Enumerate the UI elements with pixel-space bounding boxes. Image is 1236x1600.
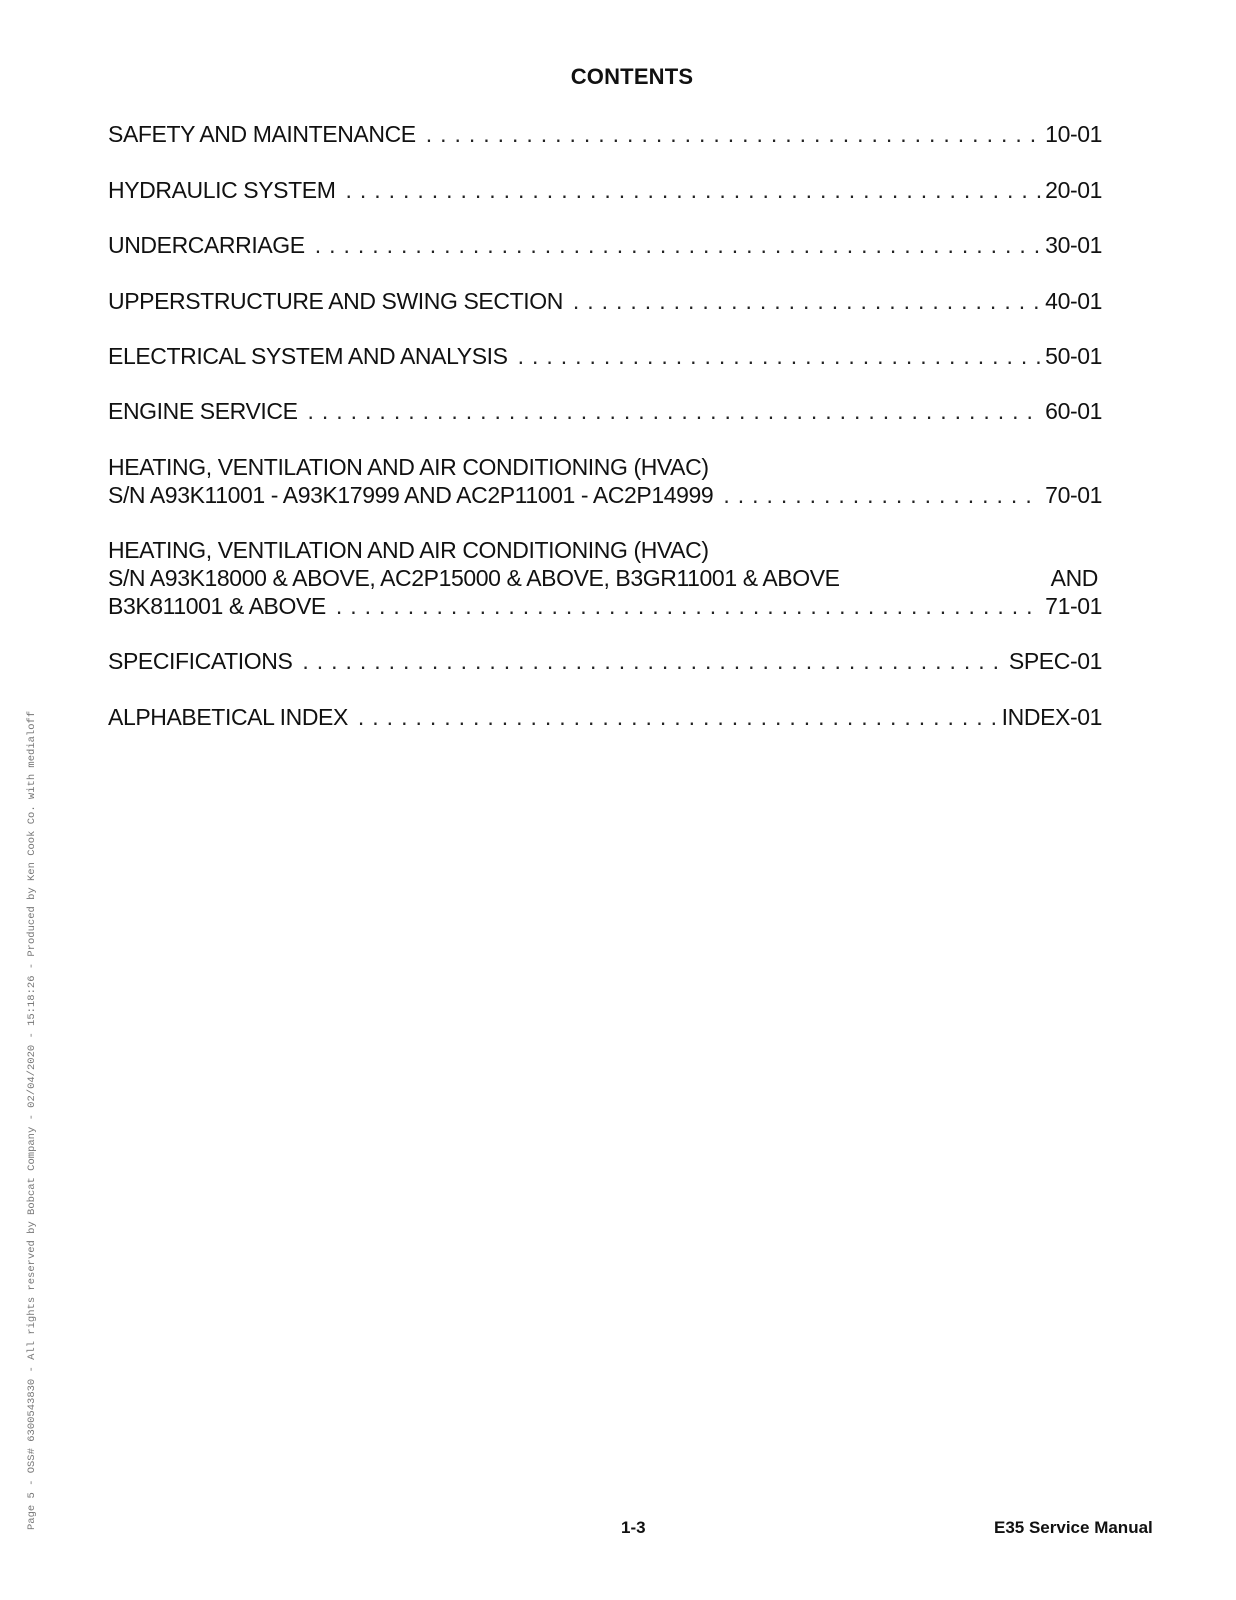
toc-entry-hydraulic[interactable] [108, 176, 1102, 204]
toc-entry-specifications[interactable] [108, 647, 1102, 675]
toc-page: 71-01 [1045, 593, 1102, 619]
toc-label: UNDERCARRIAGE [108, 232, 305, 258]
toc-label: HEATING, VENTILATION AND AIR CONDITIONING (HVAC) [108, 537, 709, 563]
leader-dots [573, 287, 1041, 315]
toc-entry-upperstructure[interactable] [108, 287, 1102, 315]
page-title: CONTENTS [570, 64, 694, 89]
toc-serial-conjunction: AND [1050, 565, 1098, 591]
toc-label: ALPHABETICAL INDEX [108, 704, 348, 730]
leader-dots [723, 481, 1041, 509]
toc-entry-undercarriage[interactable] [108, 231, 1102, 259]
toc-page: 30-01 [1045, 232, 1102, 258]
leader-dots [308, 397, 1042, 425]
leader-dots [518, 342, 1042, 370]
toc-page: 50-01 [1045, 343, 1102, 369]
leader-dots [336, 592, 1041, 620]
leader-dots [358, 703, 998, 731]
toc-label: UPPERSTRUCTURE AND SWING SECTION [108, 288, 563, 314]
toc-entry-hvac-2[interactable] [108, 536, 1102, 620]
footer-manual-title: E35 Service Manual [994, 1518, 1153, 1537]
toc-page: INDEX-01 [1001, 704, 1102, 730]
toc-entry-hvac-1[interactable] [108, 453, 1102, 509]
toc-page: SPEC-01 [1008, 648, 1102, 674]
toc-label: SPECIFICATIONS [108, 648, 293, 674]
toc-entry-electrical[interactable] [108, 342, 1102, 370]
toc-serial-range: S/N A93K11001 - A93K17999 AND AC2P11001 - AC2P14999 [108, 482, 714, 508]
leader-dots [345, 176, 1041, 204]
toc-label: HEATING, VENTILATION AND AIR CONDITIONING (HVAC) [108, 454, 709, 480]
toc-serial-range: S/N A93K18000 & ABOVE, AC2P15000 & ABOVE, B3GR11001 & ABOVE [108, 565, 840, 591]
toc-page: 10-01 [1045, 121, 1102, 147]
toc-entry-index[interactable] [108, 703, 1102, 731]
toc-page: 60-01 [1045, 398, 1102, 424]
toc-page: 40-01 [1045, 288, 1102, 314]
leader-dots [302, 647, 1005, 675]
toc-label: HYDRAULIC SYSTEM [108, 177, 336, 203]
toc-page: 70-01 [1045, 482, 1102, 508]
toc-page: 20-01 [1045, 177, 1102, 203]
leader-dots [426, 120, 1041, 148]
footer-page-number: 1-3 [621, 1518, 646, 1537]
toc-label: ELECTRICAL SYSTEM AND ANALYSIS [108, 343, 508, 369]
leader-dots [315, 231, 1041, 259]
toc-serial-range-cont: B3K811001 & ABOVE [108, 593, 326, 619]
side-copyright-note: Page 5 - OSS# 6300543830 - All rights reserved by Bobcat Company - 02/04/2020 - 15:18:26 - Produced by Ken Cook Co. with medialoff [26, 710, 38, 1530]
toc-label: ENGINE SERVICE [108, 398, 298, 424]
toc-entry-engine[interactable] [108, 397, 1102, 425]
toc-entry-safety[interactable] [108, 120, 1102, 148]
toc-label: SAFETY AND MAINTENANCE [108, 121, 416, 147]
